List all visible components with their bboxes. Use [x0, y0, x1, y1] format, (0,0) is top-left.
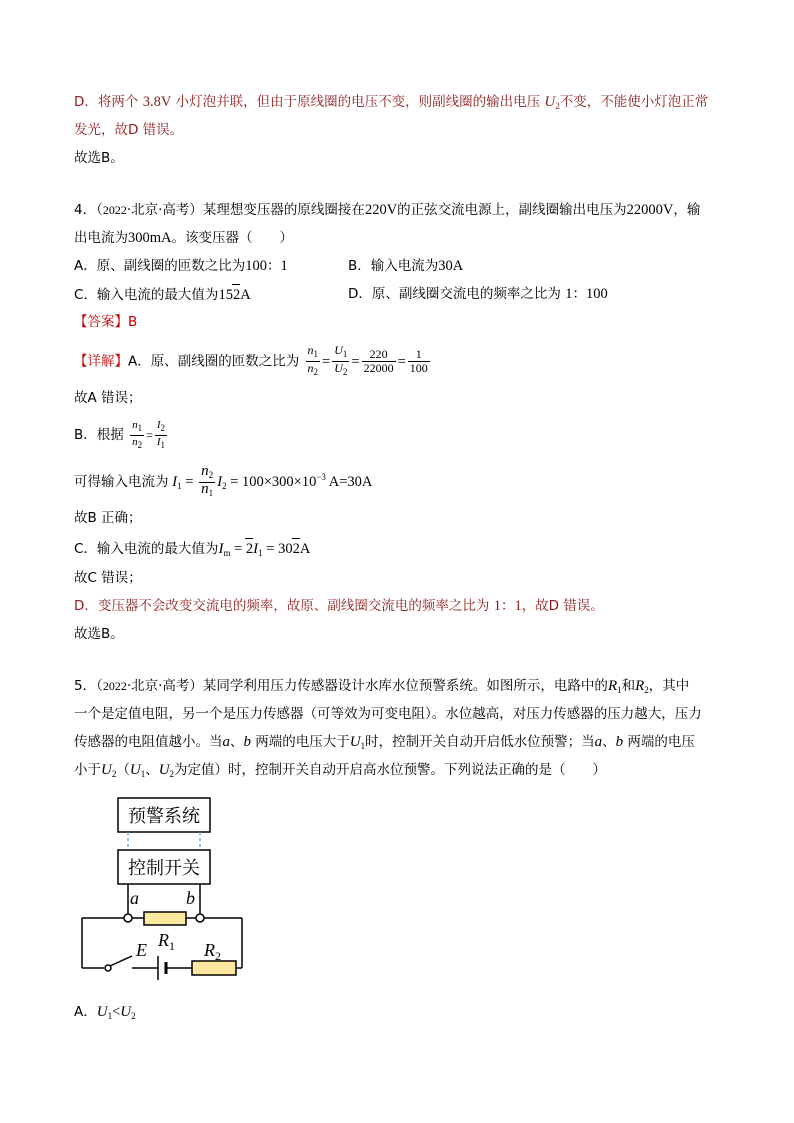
- switch-blade: [110, 956, 132, 966]
- q5-stem-line3: 传感器的电阻值越小。当a、b 两端的电压大于$U_1$时，控制开关自动开启低水位预警；当a、b 两端的电压: [74, 734, 695, 751]
- q4-detail-c: [74, 538, 310, 563]
- q4-ratio-formula: $\frac{n_1}{n_2}$ = $\frac{U_1}{U_2}$ = $\frac{220}{22000}$ = $\frac{1}{100}$: [307, 343, 428, 377]
- q3-option-d-line1: D．将两个 3.8V 小灯泡并联，但由于原线圈的电压不变，则副线圈的输出电压 $U_2$不变，不能使小灯泡正常: [74, 94, 709, 111]
- q4-b-prefix: B．根据: [74, 427, 124, 443]
- q4-c-prefix: C．输入电流的最大值为: [74, 541, 219, 557]
- label-e: E: [136, 940, 147, 960]
- q4-detail-a: [74, 344, 432, 379]
- label-a: a: [130, 888, 139, 908]
- resistor-r1: [144, 912, 186, 925]
- q4-c-formula: $I_m = 2I_1 = 302A$: [218, 541, 310, 557]
- terminal-b: [196, 914, 204, 922]
- q4-detail-b: [74, 418, 169, 452]
- q4-b-result: [74, 460, 372, 503]
- q5-stem-line1: 5．（2022·北京·高考）某同学利用压力传感器设计水库水位预警系统。如图所示，电路中的$R_1$和$R_2$，其中: [74, 678, 690, 695]
- q3-conclusion: 故选B。: [74, 150, 124, 166]
- q4-detail-a-text: A．原、副线圈的匝数之比为: [128, 353, 300, 370]
- label-r1: $R_1$: [158, 930, 175, 953]
- label-r2: $R_2$: [204, 940, 221, 963]
- q3-option-d-line2: 发光，故D 错误。: [74, 122, 184, 138]
- q4-option-c: C．输入电流的最大值为152A: [74, 284, 251, 305]
- q4-option-d: D．原、副线圈交流电的频率之比为 1：100: [348, 286, 608, 302]
- label-b: b: [186, 888, 195, 908]
- q4-answer: 【答案】B: [74, 314, 138, 330]
- q4-stem-line2: 出电流为300mA。该变压器（ ）: [74, 230, 293, 246]
- q4-b-result-prefix: 可得输入电流为: [74, 473, 169, 490]
- terminal-a: [124, 914, 132, 922]
- q5-circuit-diagram: [74, 792, 274, 988]
- resistor-r2: [192, 961, 236, 975]
- q4-option-b: B．输入电流为30A: [348, 258, 464, 274]
- q5-stem-line2: 一个是定值电阻，另一个是压力传感器（可等效为可变电阻）。水位越高，对压力传感器的压力越大，压力: [74, 706, 702, 722]
- q4-a-wrong: 故A 错误；: [74, 390, 142, 406]
- q4-conclusion: 故选B。: [74, 626, 124, 642]
- q4-b-formula: $\frac{n_1}{n_2}$ = $\frac{I_2}{I_1}$: [132, 418, 166, 450]
- control-switch-label: 控制开关: [128, 858, 200, 879]
- warning-system-label: 预警系统: [128, 806, 200, 827]
- q5-stem-line4: 小于$U_2(U_1$、$U_2$为定值）时，控制开关自动开启高水位预警。下列说法正确的是（ ）: [74, 762, 607, 779]
- q4-c-wrong: 故C 错误；: [74, 570, 142, 586]
- q4-stem-line1: 4．（2022·北京·高考）某理想变压器的原线圈接在220V的正弦交流电源上，副线圈输出电压为22000V，输: [74, 202, 701, 218]
- q5-option-a: A．$U_1<U_2$: [74, 1004, 136, 1021]
- q4-detail-label: 【详解】: [74, 353, 128, 370]
- q4-b-right: 故B 正确；: [74, 510, 142, 526]
- q4-b-result-formula: $I_1$ = $\frac{n_2}{n_1}$ $I_2 = 100\times 300\times 10^{-3}$ A=30A: [172, 463, 373, 498]
- q4-option-a: A．原、副线圈的匝数之比为100：1: [74, 258, 288, 274]
- q4-detail-d: D．变压器不会改变交流电的频率，故原、副线圈交流电的频率之比为 1：1，故D 错误。: [74, 598, 604, 614]
